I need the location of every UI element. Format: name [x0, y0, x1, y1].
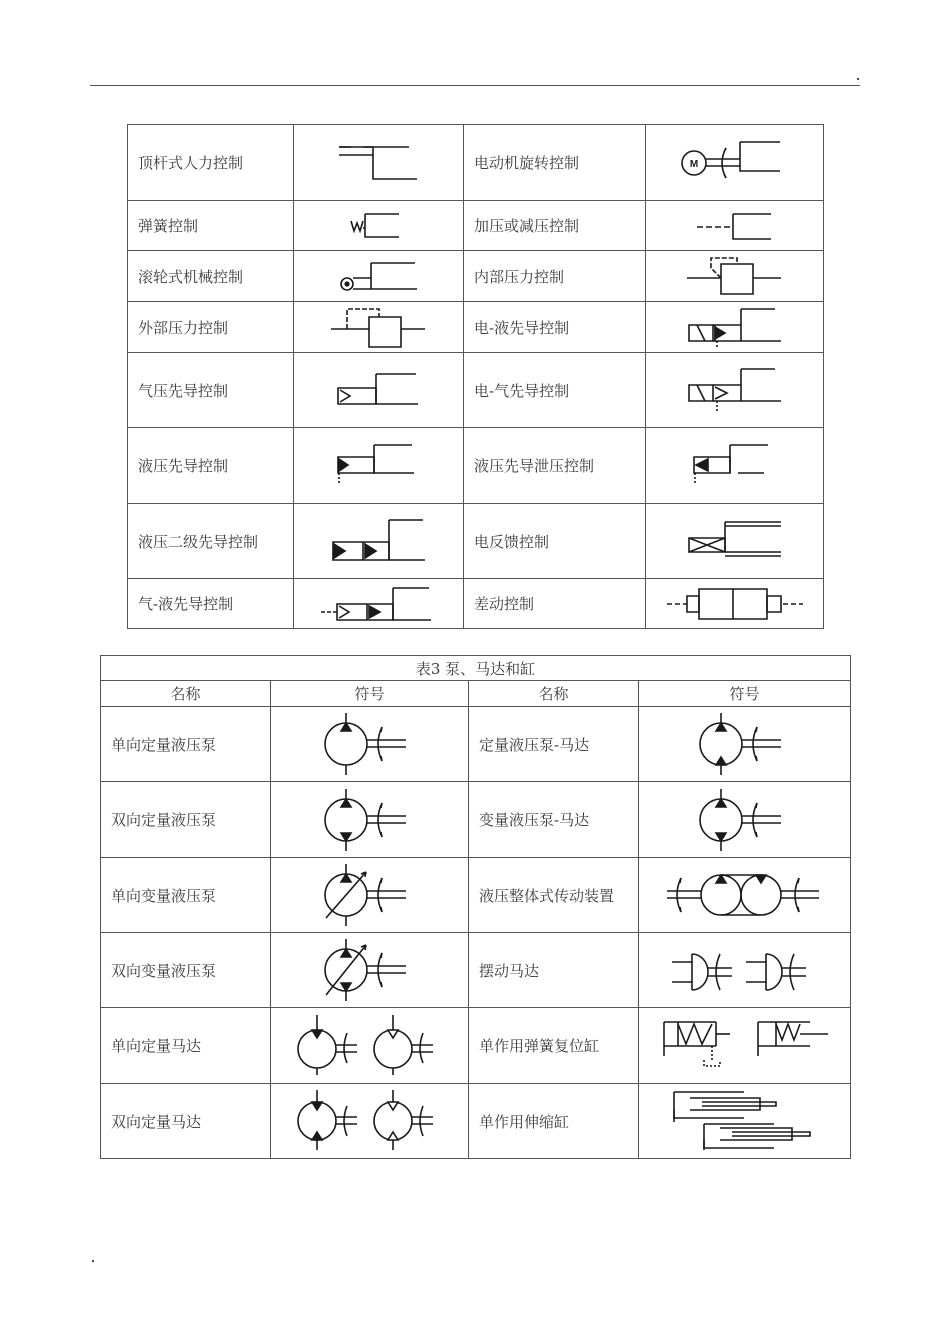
differential-control-icon	[665, 586, 805, 622]
table-row	[128, 125, 824, 201]
bidirectional-fixed-motor-icon	[295, 1088, 445, 1154]
symbol-name: 液压整体式传动装置	[469, 858, 639, 933]
table-row	[101, 858, 851, 933]
push-rod-manual-control-icon	[339, 143, 419, 183]
hydraulic-two-stage-pilot-control-icon	[329, 516, 429, 566]
column-header: 名称	[469, 681, 639, 707]
table-row	[101, 707, 851, 782]
header-row	[101, 681, 851, 707]
table-row	[101, 1084, 851, 1159]
column-header: 符号	[639, 681, 851, 707]
symbol-name: 气压先导控制	[128, 353, 294, 428]
bidirectional-fixed-pump-icon	[320, 787, 420, 853]
roller-mechanical-control-icon	[339, 259, 419, 293]
pumps-motors-cylinders-table	[100, 655, 851, 1159]
hydraulic-pilot-relief-control-icon	[690, 441, 780, 491]
symbol-name: 滚轮式机械控制	[128, 251, 294, 302]
electric-feedback-control-icon	[685, 516, 785, 566]
symbol-name: 电反馈控制	[464, 504, 646, 579]
symbol-name: 电-气先导控制	[464, 353, 646, 428]
spring-control-icon	[349, 211, 409, 241]
symbol-name: 单作用弹簧复位缸	[469, 1008, 639, 1084]
table-caption: 表3 泵、马达和缸	[101, 656, 851, 681]
symbol-name: 变量液压泵-马达	[469, 782, 639, 858]
variable-pump-motor-icon	[695, 787, 795, 853]
internal-pressure-control-icon	[685, 254, 785, 298]
symbol-name: 气-液先导控制	[128, 579, 294, 629]
electric-motor-rotary-control-icon	[680, 138, 790, 188]
symbol-name: 双向定量液压泵	[101, 782, 271, 858]
single-acting-spring-return-cylinder-icon	[660, 1016, 830, 1076]
table-row	[128, 302, 824, 353]
symbol-name: 差动控制	[464, 579, 646, 629]
header-rule	[90, 85, 860, 86]
svg-text:M: M	[689, 158, 698, 170]
symbol-name: 加压或减压控制	[464, 201, 646, 251]
table-row	[128, 504, 824, 579]
header-mark	[857, 78, 859, 80]
symbol-name: 外部压力控制	[128, 302, 294, 353]
symbol-name: 顶杆式人力控制	[128, 125, 294, 201]
symbol-name: 电-液先导控制	[464, 302, 646, 353]
column-header: 符号	[271, 681, 469, 707]
table-row	[101, 782, 851, 858]
symbol-name: 弹簧控制	[128, 201, 294, 251]
footer-mark	[92, 1260, 94, 1262]
symbol-name: 电动机旋转控制	[464, 125, 646, 201]
symbol-name: 单向定量液压泵	[101, 707, 271, 782]
symbol-name: 内部压力控制	[464, 251, 646, 302]
electro-pneumatic-pilot-control-icon	[685, 365, 785, 415]
external-pressure-control-icon	[329, 305, 429, 349]
symbol-name: 单向变量液压泵	[101, 858, 271, 933]
table-row	[101, 1008, 851, 1084]
hydraulic-pilot-control-icon	[334, 441, 424, 491]
single-acting-telescopic-cylinder-icon	[670, 1088, 820, 1154]
pneumatic-pilot-control-icon	[334, 370, 424, 410]
hydrostatic-transmission-icon	[665, 862, 825, 928]
electro-hydraulic-pilot-control-icon	[685, 305, 785, 349]
oscillating-motor-icon	[670, 940, 820, 1000]
unidirectional-variable-pump-icon	[320, 862, 420, 928]
table-row	[128, 201, 824, 251]
table-row	[128, 579, 824, 629]
symbol-name: 液压先导泄压控制	[464, 428, 646, 504]
table-row	[128, 251, 824, 302]
table-row	[128, 428, 824, 504]
symbol-name: 液压二级先导控制	[128, 504, 294, 579]
symbol-name: 单向定量马达	[101, 1008, 271, 1084]
control-symbols-table	[127, 124, 824, 629]
symbol-name: 摆动马达	[469, 933, 639, 1008]
fixed-pump-motor-icon	[695, 711, 795, 777]
pneumatic-hydraulic-pilot-control-icon	[319, 584, 439, 624]
unidirectional-fixed-pump-icon	[320, 711, 420, 777]
table-row	[128, 353, 824, 428]
symbol-name: 双向定量马达	[101, 1084, 271, 1159]
symbol-name: 液压先导控制	[128, 428, 294, 504]
unidirectional-fixed-motor-icon	[295, 1013, 445, 1079]
column-header: 名称	[101, 681, 271, 707]
table-row	[101, 933, 851, 1008]
symbol-name: 双向变量液压泵	[101, 933, 271, 1008]
bidirectional-variable-pump-icon	[320, 937, 420, 1003]
symbol-name: 定量液压泵-马达	[469, 707, 639, 782]
pressurize-depressurize-control-icon	[695, 211, 775, 241]
symbol-name: 单作用伸缩缸	[469, 1084, 639, 1159]
